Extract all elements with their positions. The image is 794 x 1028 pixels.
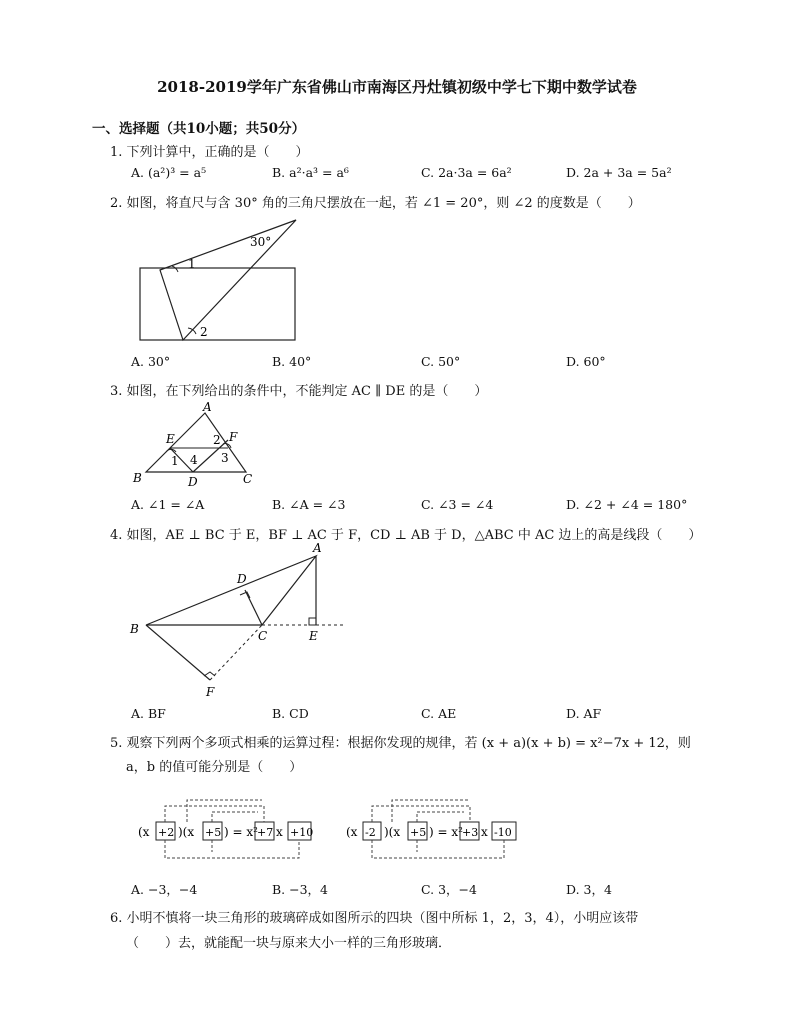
svg-text:+7: +7 [257, 826, 274, 839]
svg-text:)(x: )(x [384, 825, 401, 839]
q3-label-3: 3 [221, 451, 229, 465]
q1-option-c: C. 2a·3a = 6a² [421, 165, 512, 180]
q3-option-c: C. ∠3 = ∠4 [421, 497, 494, 512]
q3-option-b: B. ∠A = ∠3 [272, 497, 346, 512]
q3-option-d: D. ∠2 + ∠4 = 180° [566, 497, 688, 512]
q2-label-2: 2 [200, 325, 208, 339]
svg-text:)(x: )(x [178, 825, 195, 839]
question-2-stem: 2. 如图，将直尺与含 30° 角的三角尺摆放在一起，若 ∠1 = 20°，则 ∠2 的度数是（ ） [110, 196, 641, 211]
q4-label-d: D [237, 572, 247, 586]
q5-left-expression [138, 800, 313, 858]
svg-text:-2: -2 [365, 826, 376, 839]
q2-option-a: A. 30° [131, 354, 171, 369]
q5-option-a: A. −3，−4 [131, 882, 198, 897]
q2-option-d: D. 60° [566, 354, 606, 369]
q4-label-c: C [258, 629, 268, 643]
svg-text:(x: (x [346, 825, 358, 839]
q4-label-f: F [206, 685, 215, 699]
q4-option-c: C. AE [421, 706, 457, 721]
q5-option-b: B. −3，4 [272, 882, 329, 897]
svg-text:) = x²: ) = x² [224, 825, 258, 839]
q2-option-b: B. 40° [272, 354, 312, 369]
q3-label-f: F [229, 430, 238, 444]
svg-text:x: x [276, 825, 283, 839]
q4-label-e: E [309, 629, 318, 643]
section-heading: 一、选择题（共10小题；共50分） [92, 121, 306, 137]
q2-option-c: C. 50° [421, 354, 461, 369]
question-5-stem-line2: a，b 的值可能分别是（ ） [126, 760, 303, 775]
q4-label-a: A [313, 541, 322, 555]
q3-label-1: 1 [171, 454, 179, 468]
q1-option-a: A. (a²)³ = a⁵ [131, 165, 207, 180]
svg-text:+2: +2 [158, 826, 175, 839]
q1-option-d: D. 2a + 3a = 5a² [566, 165, 672, 180]
svg-text:+10: +10 [290, 826, 314, 839]
svg-text:(x: (x [138, 825, 150, 839]
q3-label-b: B [133, 471, 142, 485]
q3-label-c: C [243, 472, 253, 486]
q3-label-e: E [166, 432, 175, 446]
question-6-stem-line1: 6. 小明不慎将一块三角形的玻璃碎成如图所示的四块（图中所标 1，2，3，4），小明应该带 [110, 911, 639, 926]
q2-label-1: 1 [188, 257, 196, 271]
question-1-stem: 1. 下列计算中，正确的是（ ） [110, 145, 309, 160]
q1-option-b: B. a²·a³ = a⁶ [272, 165, 349, 180]
svg-text:x: x [481, 825, 488, 839]
svg-text:+3: +3 [462, 826, 479, 839]
svg-text:) = x²: ) = x² [429, 825, 463, 839]
q3-label-d: D [188, 475, 198, 489]
q2-label-30: 30° [250, 235, 272, 249]
q4-option-a: A. BF [131, 706, 166, 721]
q3-label-a: A [203, 400, 212, 414]
page-title: 2018-2019学年广东省佛山市南海区丹灶镇初级中学七下期中数学试卷 [157, 78, 637, 96]
svg-text:-10: -10 [494, 826, 512, 839]
q3-label-2: 2 [213, 433, 221, 447]
q3-label-4: 4 [190, 453, 198, 467]
question-6-stem-line2: （ ）去，就能配一块与原来大小一样的三角形玻璃． [126, 936, 452, 951]
question-4-stem: 4. 如图，AE ⊥ BC 于 E，BF ⊥ AC 于 F，CD ⊥ AB 于 D，△ABC 中 AC 边上的高是线段（ ） [110, 528, 702, 543]
q5-option-d: D. 3，4 [566, 882, 612, 897]
question-3-stem: 3. 如图，在下列给出的条件中，不能判定 AC ∥ DE 的是（ ） [110, 384, 488, 399]
q4-option-d: D. AF [566, 706, 602, 721]
q5-option-c: C. 3，−4 [421, 882, 477, 897]
q3-option-a: A. ∠1 = ∠A [131, 497, 205, 512]
q5-right-expression [346, 800, 516, 858]
q4-option-b: B. CD [272, 706, 309, 721]
q4-label-b: B [130, 622, 139, 636]
svg-text:+5: +5 [205, 826, 222, 839]
svg-text:+5: +5 [410, 826, 427, 839]
question-5-stem-line1: 5. 观察下列两个多项式相乘的运算过程：根据你发现的规律，若 (x + a)(x + b) = x²−7x + 12，则 [110, 736, 691, 751]
